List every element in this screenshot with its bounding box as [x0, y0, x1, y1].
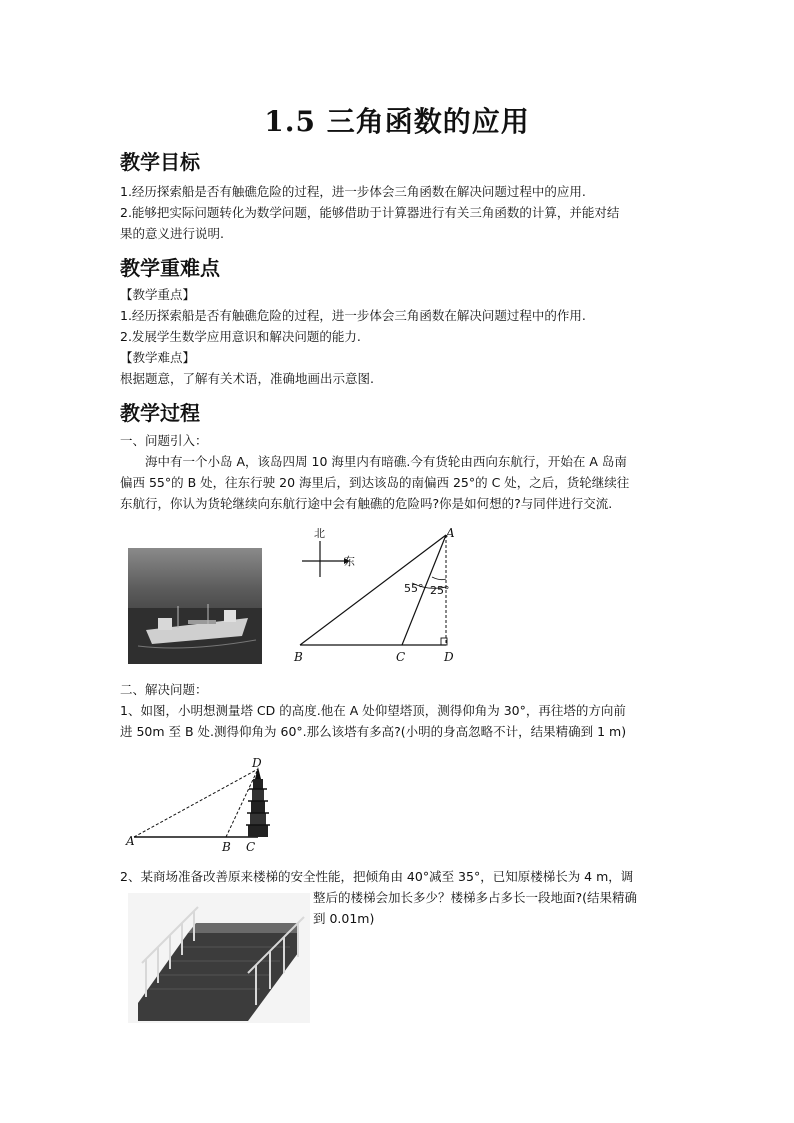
- problem-line: 偏西 55°的 B 处，往东行驶 20 海里后，到达该岛的南偏西 25°的 C 处，之后，货轮继续往: [120, 475, 630, 490]
- point-C-label: C: [246, 840, 256, 854]
- question2-rest: [313, 887, 683, 929]
- difficulty-line: 根据题意，了解有关术语，准确地画出示意图.: [120, 371, 374, 386]
- key-line: 2.发展学生数学应用意识和解决问题的能力.: [120, 329, 361, 344]
- part1-label: 一、问题引入：: [120, 433, 208, 448]
- section-heading-key-points: 教学重难点: [120, 256, 220, 280]
- compass-east-label: 东: [344, 555, 355, 568]
- objective-line: 1.经历探索船是否有触礁危险的过程，进一步体会三角函数在解决问题过程中的应用.: [120, 184, 586, 199]
- part2-text: [120, 679, 680, 742]
- problem-line: 东航行，你认为货轮继续向东航行途中会有触礁的危险吗?你是如何想的?与同伴进行交流.: [120, 496, 613, 511]
- stairs-photo: [128, 893, 310, 1023]
- angle-arc-25: [432, 577, 446, 580]
- question2-line: 整后的楼梯会加长多少？楼梯多占多长一段地面?(结果精确: [313, 890, 638, 905]
- section-heading-process: 教学过程: [120, 401, 200, 425]
- key-label: 【教学重点】: [120, 287, 196, 302]
- point-D-label: D: [252, 756, 262, 770]
- objectives-text: [120, 181, 680, 244]
- pagoda-icon: [246, 767, 270, 837]
- difficulty-label: 【教学难点】: [120, 350, 196, 365]
- key-line: 1.经历探索船是否有触礁危险的过程，进一步体会三角函数在解决问题过程中的作用.: [120, 308, 586, 323]
- angle-55-label: 55°: [404, 582, 424, 595]
- island-diagram: [290, 525, 480, 665]
- question1-line: 进 50m 至 B 处.测得仰角为 60°.那么该塔有多高?(小明的身高忽略不计，结果精确到 1 m): [120, 724, 627, 739]
- part2-label: 二、解决问题：: [120, 682, 208, 697]
- angle-25-label: 25°: [430, 584, 450, 597]
- problem-line: 海中有一个小岛 A，该岛四周 10 海里内有暗礁.今有货轮由西向东航行，开始在 A 岛南: [145, 454, 627, 469]
- question2-line1: 2、某商场准备改善原来楼梯的安全性能，把倾角由 40°减至 35°，已知原楼梯长为 4 m，调: [120, 869, 634, 884]
- objective-line: 2.能够把实际问题转化为数学问题，能够借助于计算器进行有关三角函数的计算，并能对结: [120, 205, 620, 220]
- point-B-label: B: [222, 840, 231, 854]
- key-points-text: [120, 284, 680, 389]
- tower-diagram: [122, 755, 282, 855]
- point-A-label: A: [446, 526, 455, 540]
- question2-line: 到 0.01m): [313, 911, 375, 926]
- section-heading-objectives: 教学目标: [120, 150, 200, 174]
- objective-line: 果的意义进行说明.: [120, 226, 224, 241]
- point-D-label: D: [444, 650, 454, 664]
- ship-photo: [128, 548, 262, 664]
- compass-north-label: 北: [314, 527, 325, 540]
- ship-illustration: [128, 548, 262, 664]
- page-title: 1.5 三角函数的应用: [264, 105, 530, 138]
- point-C-label: C: [396, 650, 406, 664]
- part1-text: [120, 430, 680, 514]
- point-A-label: A: [126, 834, 135, 848]
- question1-line: 1、如图，小明想测量塔 CD 的高度.他在 A 处仰望塔顶，测得仰角为 30°，再往塔的方向前: [120, 703, 626, 718]
- point-B-label: B: [294, 650, 303, 664]
- stairs-illustration: [128, 893, 310, 1023]
- sightline-A: [134, 769, 258, 837]
